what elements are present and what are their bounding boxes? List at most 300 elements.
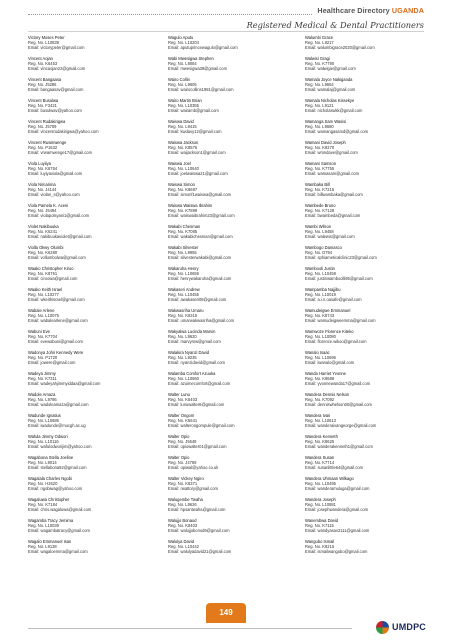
practitioner-name: Walwisi Gragi <box>305 56 330 61</box>
practitioner-email: Email: wanderamuluga@gmail.com <box>305 486 370 492</box>
practitioner-name: Victory Moses Peter <box>28 35 65 40</box>
practitioner-email: Email: walumbigrace2020@gmail.com <box>305 45 375 51</box>
registration-number: Reg. No. L9217 <box>305 40 334 46</box>
directory-column-1 <box>28 35 148 560</box>
practitioner-entry <box>28 77 148 98</box>
practitioner-email: Email: marvymw@gmail.com <box>168 339 221 345</box>
practitioner-name: Violet Nakibuuka <box>28 224 59 229</box>
registration-number: Reg. No. L9680 <box>305 124 334 130</box>
footer-rule <box>28 628 352 629</box>
header-title-accent: UGANDA <box>391 6 424 15</box>
registration-number: Reg. No. L9121 <box>305 103 334 109</box>
registration-number: Reg. No. L9235 <box>168 355 197 361</box>
practitioner-name: Waiswa Simon <box>168 182 195 187</box>
practitioner-email: Email: bwambeda@gmail.com <box>305 213 361 219</box>
registration-number: Reg. No. K7714 <box>305 460 335 466</box>
registration-number: Reg. No. K8576 <box>168 145 198 151</box>
practitioner-email: Email: jowere@gmail.com <box>28 360 76 366</box>
registration-number: Reg. No. H2620 <box>28 481 58 487</box>
practitioner-entry <box>28 140 148 161</box>
practitioner-name: Wambooli Justin <box>305 266 335 271</box>
registration-number: Reg. No. K8215 <box>305 544 335 550</box>
practitioner-email: Email: wagambatracy@gmail.com <box>28 528 90 534</box>
practitioner-entry <box>28 119 148 140</box>
practitioner-name: Wamani Samson <box>305 161 337 166</box>
practitioner-name: Wabi Mwesigwa Stephen <box>168 56 214 61</box>
practitioner-entry <box>305 56 425 77</box>
registration-number: Reg. No. L9955 <box>168 250 197 256</box>
practitioner-email: Email: vollumbolwa@gmail.com <box>28 255 86 261</box>
practitioner-entry <box>305 287 425 308</box>
practitioner-email: Email: florence.wikoo@gmail.com <box>305 339 367 345</box>
registration-number: Reg. No. K7215 <box>305 187 335 193</box>
practitioner-name: Waako Keith Israel <box>28 287 63 292</box>
registration-number: Reg. No. K6784 <box>28 166 58 172</box>
practitioner-name: Wamala Joyce Nakiganda <box>305 77 353 82</box>
registration-number: Reg. No. L9605 <box>168 82 197 88</box>
practitioner-email: Email: waiswaibrahim23@gmail.com <box>168 213 235 219</box>
practitioner-entry <box>305 518 425 539</box>
practitioner-entry <box>168 539 288 560</box>
registration-number: Reg. No. K8371 <box>168 481 198 487</box>
practitioner-entry <box>305 77 425 98</box>
practitioner-entry <box>168 56 288 77</box>
practitioner-name: Wamudeigwe Emmanuel <box>305 308 351 313</box>
practitioner-entry <box>305 350 425 371</box>
registration-number: Reg. No. K7184 <box>28 502 58 508</box>
practitioner-email: Email: wamangasamd@gmail.com <box>305 129 369 135</box>
practitioner-entry <box>168 161 288 182</box>
practitioner-email: Email: vincaojan22@gmail.com <box>28 66 86 72</box>
practitioner-name: Walter Opio <box>168 434 190 439</box>
practitioner-email: Email: vrwamwenge17@gmail.com <box>28 150 92 156</box>
practitioner-name: Wandera Joseph <box>305 497 336 502</box>
practitioner-name: Wamanga Sam Wasisi <box>305 119 347 124</box>
practitioner-entry <box>28 518 148 539</box>
practitioner-email: Email: bangaasav@gmail.com <box>28 87 84 93</box>
registration-number: Reg. No. J4769 <box>168 460 197 466</box>
practitioner-entry <box>168 140 288 161</box>
practitioner-entry <box>305 455 425 476</box>
practitioner-email: Email: nakibuukaviolet@gmail.com <box>28 234 92 240</box>
page-subtitle: Registered Medical & Dental Practitioners <box>246 20 424 30</box>
practitioner-entry <box>305 119 425 140</box>
practitioner-name: Wadonya John Kennedy Were <box>28 350 84 355</box>
header-title-main: Healthcare Directory <box>317 6 392 15</box>
practitioner-email: Email: yvonnewanda17@gmail.com <box>305 381 371 387</box>
practitioner-name: Wabuni Eve <box>28 329 50 334</box>
registration-number: Reg. No. L10075 <box>28 313 59 319</box>
practitioner-name: Vincent Rwamwenge <box>28 140 67 145</box>
practitioner-name: Wakaruha Henry <box>168 266 199 271</box>
registration-number: Reg. No. K8687 <box>168 187 198 193</box>
practitioner-entry <box>305 392 425 413</box>
registration-number: Reg. No. J5494 <box>28 208 57 214</box>
practitioner-entry <box>28 308 148 329</box>
practitioner-email: Email: lunuwalter6@gmail.com <box>168 402 225 408</box>
practitioner-email: Email: awakaseri08@gmail.com <box>168 297 227 303</box>
registration-number: Reg. No. K7899 <box>168 208 198 214</box>
practitioner-email: Email: wamasam@gmail.com <box>305 171 359 177</box>
practitioner-name: Wadunde Ignatius <box>28 413 61 418</box>
practitioner-name: Walulya David <box>168 539 195 544</box>
registration-number: Reg. No. L10613 <box>305 418 336 424</box>
practitioner-entry <box>168 434 288 455</box>
practitioner-email: Email: rwattory@gmail.com <box>168 486 218 492</box>
practitioner-name: Wambaka Bill <box>305 182 330 187</box>
registration-number: Reg. No. L9786 <box>28 397 57 403</box>
logo-text: UMDPC <box>392 622 426 632</box>
practitioner-entry <box>28 476 148 497</box>
registration-number: Reg. No. K7790 <box>305 61 335 67</box>
practitioner-name: Walamba Comfort Azuuka <box>168 371 216 376</box>
practitioner-name: Waiswa David <box>168 119 194 124</box>
practitioner-email: Email: busulwav@yahoo.com <box>28 108 82 114</box>
registration-number: Reg. No. F3421 <box>28 103 57 109</box>
practitioner-name: Walumbi Grace <box>305 35 334 40</box>
practitioner-name: Wanalo Isaac <box>305 350 330 355</box>
registration-number: Reg. No. L10080 <box>305 334 336 340</box>
practitioner-email: Email: wairamb@gmail.com <box>168 108 219 114</box>
registration-number: Reg. No. K7704 <box>28 334 58 340</box>
practitioner-entry <box>168 329 288 350</box>
practitioner-email: Email: wagaloemma@gmail.com <box>28 549 88 555</box>
practitioner-entry <box>168 413 288 434</box>
practitioner-email: Email: simonf1waiswa@gmail.com <box>168 192 232 198</box>
practitioner-entry <box>28 266 148 287</box>
registration-number: Reg. No. L10686 <box>28 418 59 424</box>
practitioner-entry <box>168 371 288 392</box>
practitioner-entry <box>28 161 148 182</box>
registration-number: Reg. No. L10019 <box>305 292 336 298</box>
practitioner-email: Email: wadeyahjimmyiddaa@gmail.com <box>28 381 101 387</box>
practitioner-email: Email: wairocollins1981@gmail.com <box>168 87 234 93</box>
registration-number: Reg. No. L10039 <box>28 523 59 529</box>
practitioner-entry <box>168 455 288 476</box>
practitioner-name: Wadole Amaza <box>28 392 56 397</box>
practitioner-entry <box>28 329 148 350</box>
practitioner-email: Email: umarwakwasriha@gmail.com <box>168 318 235 324</box>
registration-number: Reg. No. K7128 <box>305 208 335 214</box>
practitioner-name: Wairo Collin <box>168 77 190 82</box>
practitioner-email: Email: vincentrudakirigwa@yahoo.com <box>28 129 99 135</box>
practitioner-name: Wambogo Damasco <box>305 245 342 250</box>
registration-number: Reg. No. L10659 <box>168 271 199 277</box>
practitioner-entry <box>28 350 148 371</box>
practitioner-email: Email: nyanzidavid@gmail.com <box>168 360 225 366</box>
practitioner-name: Wafula Jimmy Odwori <box>28 434 68 439</box>
registration-number: Reg. No. K7085 <box>168 229 198 235</box>
practitioner-name: Viola Nimarima <box>28 182 56 187</box>
practitioner-name: Wandera Uhmaan Wilkago <box>305 476 354 481</box>
practitioner-name: Vincent Rudakirigwa <box>28 119 66 124</box>
registration-number: Reg. No. J5709 <box>28 124 57 130</box>
practitioner-email: Email: denniswhelson00@gmail.com <box>305 402 372 408</box>
practitioner-name: Walter Lunu <box>168 392 190 397</box>
registration-number: Reg. No. L9415 <box>168 124 197 130</box>
registration-number: Reg. No. L9138 <box>28 544 57 550</box>
practitioner-name: Wamani David Joseph <box>305 140 346 145</box>
practitioner-name: Vincent Busulwa <box>28 98 59 103</box>
practitioner-entry <box>28 539 148 560</box>
practitioner-entry <box>168 518 288 539</box>
practitioner-email: Email: henrywakaruha@gmail.com <box>168 276 232 282</box>
practitioner-entry <box>168 35 288 56</box>
practitioner-email: Email: silvesterwakabi@gmail.com <box>168 255 232 261</box>
registration-number: Reg. No. P1632 <box>28 145 58 151</box>
registration-number: Reg. No. L9620 <box>168 334 197 340</box>
registration-number: Reg. No. L9084 <box>168 61 197 67</box>
practitioner-name: Wandera Dennis Nelson <box>305 392 350 397</box>
practitioner-email: Email: wamalaj@gmail.com <box>305 87 356 93</box>
practitioner-entry <box>305 539 425 560</box>
practitioner-entry <box>168 287 288 308</box>
practitioner-name: Wanembwa David <box>305 518 339 523</box>
registration-number: Reg. No. K6403 <box>168 397 198 403</box>
registration-number: Reg. No. L9458 <box>305 229 334 235</box>
practitioner-email: Email: wadoleamaza@gmail.com <box>28 402 89 408</box>
practitioner-name: Wakabi Silvester <box>168 245 199 250</box>
practitioner-entry <box>168 266 288 287</box>
practitioner-name: Waiswa Jackson <box>168 140 199 145</box>
registration-number: Reg. No. L9664 <box>305 82 334 88</box>
directory-column-2 <box>168 35 288 560</box>
practitioner-email: Email: wanderakenneth1@gmail.com <box>305 444 373 450</box>
practitioner-entry <box>305 266 425 287</box>
practitioner-email: Email: walterongompule@gmail.com <box>168 423 235 429</box>
practitioner-entry <box>28 224 148 245</box>
registration-number: Reg. No. K7092 <box>305 397 335 403</box>
registration-number: Reg. No. K5641 <box>168 418 198 424</box>
practitioner-email: Email: wkeithisrael@gmail.com <box>28 297 85 303</box>
practitioner-entry <box>305 308 425 329</box>
practitioner-entry <box>305 476 425 497</box>
practitioner-entry <box>305 98 425 119</box>
practitioner-name: Vincent Aojan <box>28 56 53 61</box>
practitioner-email: Email: waijackson1@gmail.com <box>168 150 226 156</box>
practitioner-email: Email: ngobiwag@yahoo.com <box>28 486 83 492</box>
practitioner-email: Email: mwesigwa39@gmail.com <box>168 66 227 72</box>
practitioner-entry <box>305 371 425 392</box>
practitioner-email: Email: stellabona92@gmail.com <box>28 465 87 471</box>
practitioner-entry <box>305 35 425 56</box>
practitioner-entry <box>305 140 425 161</box>
practitioner-email: Email: iwanalo@gmail.com <box>305 360 355 366</box>
registration-number: Reg. No. L10442 <box>168 544 199 550</box>
directory-column-3 <box>305 35 425 560</box>
practitioner-email: Email: victorypeter@gmail.com <box>28 45 85 51</box>
practitioner-email: Email: justinwamboolli95@gmail.com <box>305 276 373 282</box>
practitioner-name: Wangubo Ismail <box>305 539 335 544</box>
practitioner-entry <box>168 77 288 98</box>
practitioner-entry <box>168 119 288 140</box>
practitioner-name: Wagamba Tracy Jemima <box>28 518 74 523</box>
practitioner-entry <box>28 434 148 455</box>
practitioner-entry <box>305 413 425 434</box>
practitioner-name: Wamwoze Florence Kiteko <box>305 329 354 334</box>
practitioner-email: Email: nicholaswkk@gmail.com <box>305 108 363 114</box>
practitioner-entry <box>28 203 148 224</box>
practitioner-name: Walugembe Twaha <box>168 497 203 502</box>
practitioner-email: Email: opiwal@yahoo.co.uk <box>168 465 219 471</box>
umdpc-logo <box>376 620 426 634</box>
practitioner-name: Viola Luyiiya <box>28 161 51 166</box>
registration-number: Reg. No. J5648 <box>168 439 197 445</box>
practitioner-email: Email: opiowalter01@gmail.com <box>168 444 227 450</box>
practitioner-entry <box>305 224 425 245</box>
practitioner-name: Walter Ongom <box>168 413 195 418</box>
practitioner-name: Wandera Susan <box>305 455 335 460</box>
registration-number: Reg. No. L9626 <box>168 502 197 508</box>
practitioner-name: Waiswa Waiswa Ibrahim <box>168 203 213 208</box>
practitioner-name: Waiswa Joel <box>168 161 191 166</box>
practitioner-email: Email: wakabichesman@gmail.com <box>168 234 233 240</box>
practitioner-entry <box>168 182 288 203</box>
registration-number: Reg. No. K8315 <box>168 313 198 319</box>
practitioner-name: Wagalo Emmanuel Isan <box>28 539 72 544</box>
practitioner-entry <box>28 371 148 392</box>
practitioner-email: Email: walulyadavid21@gmail.com <box>168 549 232 555</box>
practitioner-email: Email: walewis@gmail.com <box>305 234 355 240</box>
practitioner-name: Waako Christopher Kiroo <box>28 266 74 271</box>
registration-number: Reg. No. L10277 <box>28 292 59 298</box>
practitioner-email: Email: susanlittle64@gmail.com <box>305 465 364 471</box>
practitioner-email: Email: josephwandera@gmail.com <box>305 507 369 513</box>
subtitle-rule <box>28 31 424 32</box>
practitioner-email: Email: walujjobonod9@gmail.com <box>168 528 230 534</box>
practitioner-entry <box>28 56 148 77</box>
practitioner-name: Wampamba Najjibu <box>305 287 341 292</box>
registration-number: Reg. No. L10116 <box>28 439 59 445</box>
practitioner-email: Email: ismailwangubo@gmail.com <box>305 549 368 555</box>
practitioner-name: Walter Vickey Ngiro <box>168 476 204 481</box>
registration-number: Reg. No. L10839 <box>28 40 59 46</box>
registration-number: Reg. No. K8625 <box>305 439 335 445</box>
registration-number: Reg. No. L10458 <box>305 271 336 277</box>
practitioner-email: Email: wmndave@gmail.com <box>305 150 358 156</box>
registration-number: Reg. No. K8743 <box>305 313 335 319</box>
practitioner-entry <box>168 350 288 371</box>
practitioner-name: Wagaluwa Christopher <box>28 497 70 502</box>
registration-number: Reg. No. K8403 <box>168 523 198 529</box>
page-number-badge: 149 <box>206 603 246 623</box>
practitioner-name: Wagulo Aputu <box>168 35 194 40</box>
practitioner-email: Email: wafulodworijim@yahoo.com <box>28 444 92 450</box>
practitioner-name: Walakira Nyanzi David <box>168 350 210 355</box>
practitioner-name: Wakabi Chesman <box>168 224 201 229</box>
registration-number: Reg. No. K8270 <box>305 145 335 151</box>
registration-number: Reg. No. K6241 <box>28 229 58 235</box>
practitioner-entry <box>305 497 425 518</box>
practitioner-entry <box>28 182 148 203</box>
practitioner-email: Email: hpsantwaha@gmail.com <box>168 507 226 513</box>
practitioner-entry <box>28 413 148 434</box>
practitioner-entry <box>28 455 148 476</box>
practitioner-name: Wamala Nicholas Kissekye <box>305 98 355 103</box>
practitioner-entry <box>28 35 148 56</box>
practitioner-name: Violla Okwy Olumbi <box>28 245 64 250</box>
umdpc-emblem-icon <box>376 621 389 634</box>
practitioner-entry <box>168 497 288 518</box>
practitioner-email: Email: wanderaivangeorge@gmail.com <box>305 423 377 429</box>
registration-number: Reg. No. K6453 <box>28 61 58 67</box>
practitioner-name: Wakwasriha Umaru <box>168 308 204 313</box>
registration-number: Reg. No. L10204 <box>168 40 199 46</box>
practitioner-email: Email: violapolsyani1@gmail.com <box>28 213 90 219</box>
practitioner-entry <box>168 203 288 224</box>
practitioner-email: Email: wandyasav2111@gmail.com <box>305 528 370 534</box>
practitioner-entry <box>305 182 425 203</box>
practitioner-entry <box>168 392 288 413</box>
practitioner-name: Wakaseri Andrew <box>168 287 200 292</box>
registration-number: Reg. No. L9014 <box>28 460 57 466</box>
registration-number: Reg. No. K8761 <box>28 271 58 277</box>
practitioner-name: Wairo Martin Brian <box>168 98 202 103</box>
practitioner-entry <box>168 476 288 497</box>
registration-number: Reg. No. K6280 <box>28 250 58 256</box>
registration-number: Reg. No. D794 <box>305 250 333 256</box>
practitioner-entry <box>168 245 288 266</box>
registration-number: Reg. No. K7755 <box>305 166 335 172</box>
practitioner-email: Email: a.i.n.oasafe@gmail.com <box>305 297 362 303</box>
practitioner-email: Email: iwadunde@mucgh.ac.ug <box>28 423 86 429</box>
registration-number: Reg. No. L10355 <box>168 103 199 109</box>
registration-number: Reg. No. K7311 <box>28 376 57 382</box>
practitioner-email: Email: chris.wagaluwa@gmail.com <box>28 507 92 513</box>
practitioner-entry <box>28 98 148 119</box>
practitioner-email: Email: evewabuni@gmail.com <box>28 339 83 345</box>
practitioner-name: Wanda Harriet Yvonne <box>305 371 346 376</box>
practitioner-email: Email: wabalearlene@gmail.com <box>28 318 88 324</box>
practitioner-entry <box>305 203 425 224</box>
practitioner-email: Email: luyiyaviola@gmail.com <box>28 171 83 177</box>
practitioner-entry <box>305 434 425 455</box>
registration-number: Reg. No. P1720 <box>28 355 58 361</box>
practitioner-email: Email: violan_s@yahoo.com <box>28 192 80 198</box>
practitioner-entry <box>28 245 148 266</box>
practitioner-name: Wandera Ivan <box>305 413 331 418</box>
practitioner-entry <box>28 497 148 518</box>
practitioner-email: Email: joelwaiswa21@gmail.com <box>168 171 228 177</box>
practitioner-email: Email: sphiameticalclinic23@gmail.com <box>305 255 377 261</box>
practitioner-entry <box>28 392 148 413</box>
practitioner-email: Email: wamudeigweemma@gmail.com <box>305 318 376 324</box>
practitioner-name: Walter Opio <box>168 455 190 460</box>
practitioner-name: Wagabona Stella Joeline <box>28 455 74 460</box>
registration-number: Reg. No. J4144 <box>28 187 57 193</box>
practitioner-name: Viola Pamela K. Aceni <box>28 203 69 208</box>
practitioner-name: Wabale Arlene <box>28 308 55 313</box>
practitioner-entry <box>28 287 148 308</box>
practitioner-entry <box>305 329 425 350</box>
page-header-title <box>313 6 424 15</box>
registration-number: Reg. No. L10881 <box>305 502 336 508</box>
registration-number: Reg. No. L10696 <box>305 355 336 361</box>
registration-number: Reg. No. K8688 <box>305 376 335 382</box>
practitioner-name: Wagalala Charles Ngobi <box>28 476 72 481</box>
practitioner-email: Email: ciroowa@gmail.com <box>28 276 78 282</box>
practitioner-email: Email: walwigie@gmail.com <box>305 66 356 72</box>
practitioner-entry <box>168 98 288 119</box>
registration-number: Reg. No. L10660 <box>168 376 199 382</box>
practitioner-name: Wandera Kenneth <box>305 434 338 439</box>
practitioner-email: Email: kwdavy12@gmail.com <box>168 129 222 135</box>
practitioner-entry <box>168 308 288 329</box>
registration-number: Reg. No. L10495 <box>305 481 336 487</box>
practitioner-entry <box>305 245 425 266</box>
practitioner-name: Walujjo Bonaod <box>168 518 197 523</box>
registration-number: Reg. No. L10455 <box>168 292 199 298</box>
